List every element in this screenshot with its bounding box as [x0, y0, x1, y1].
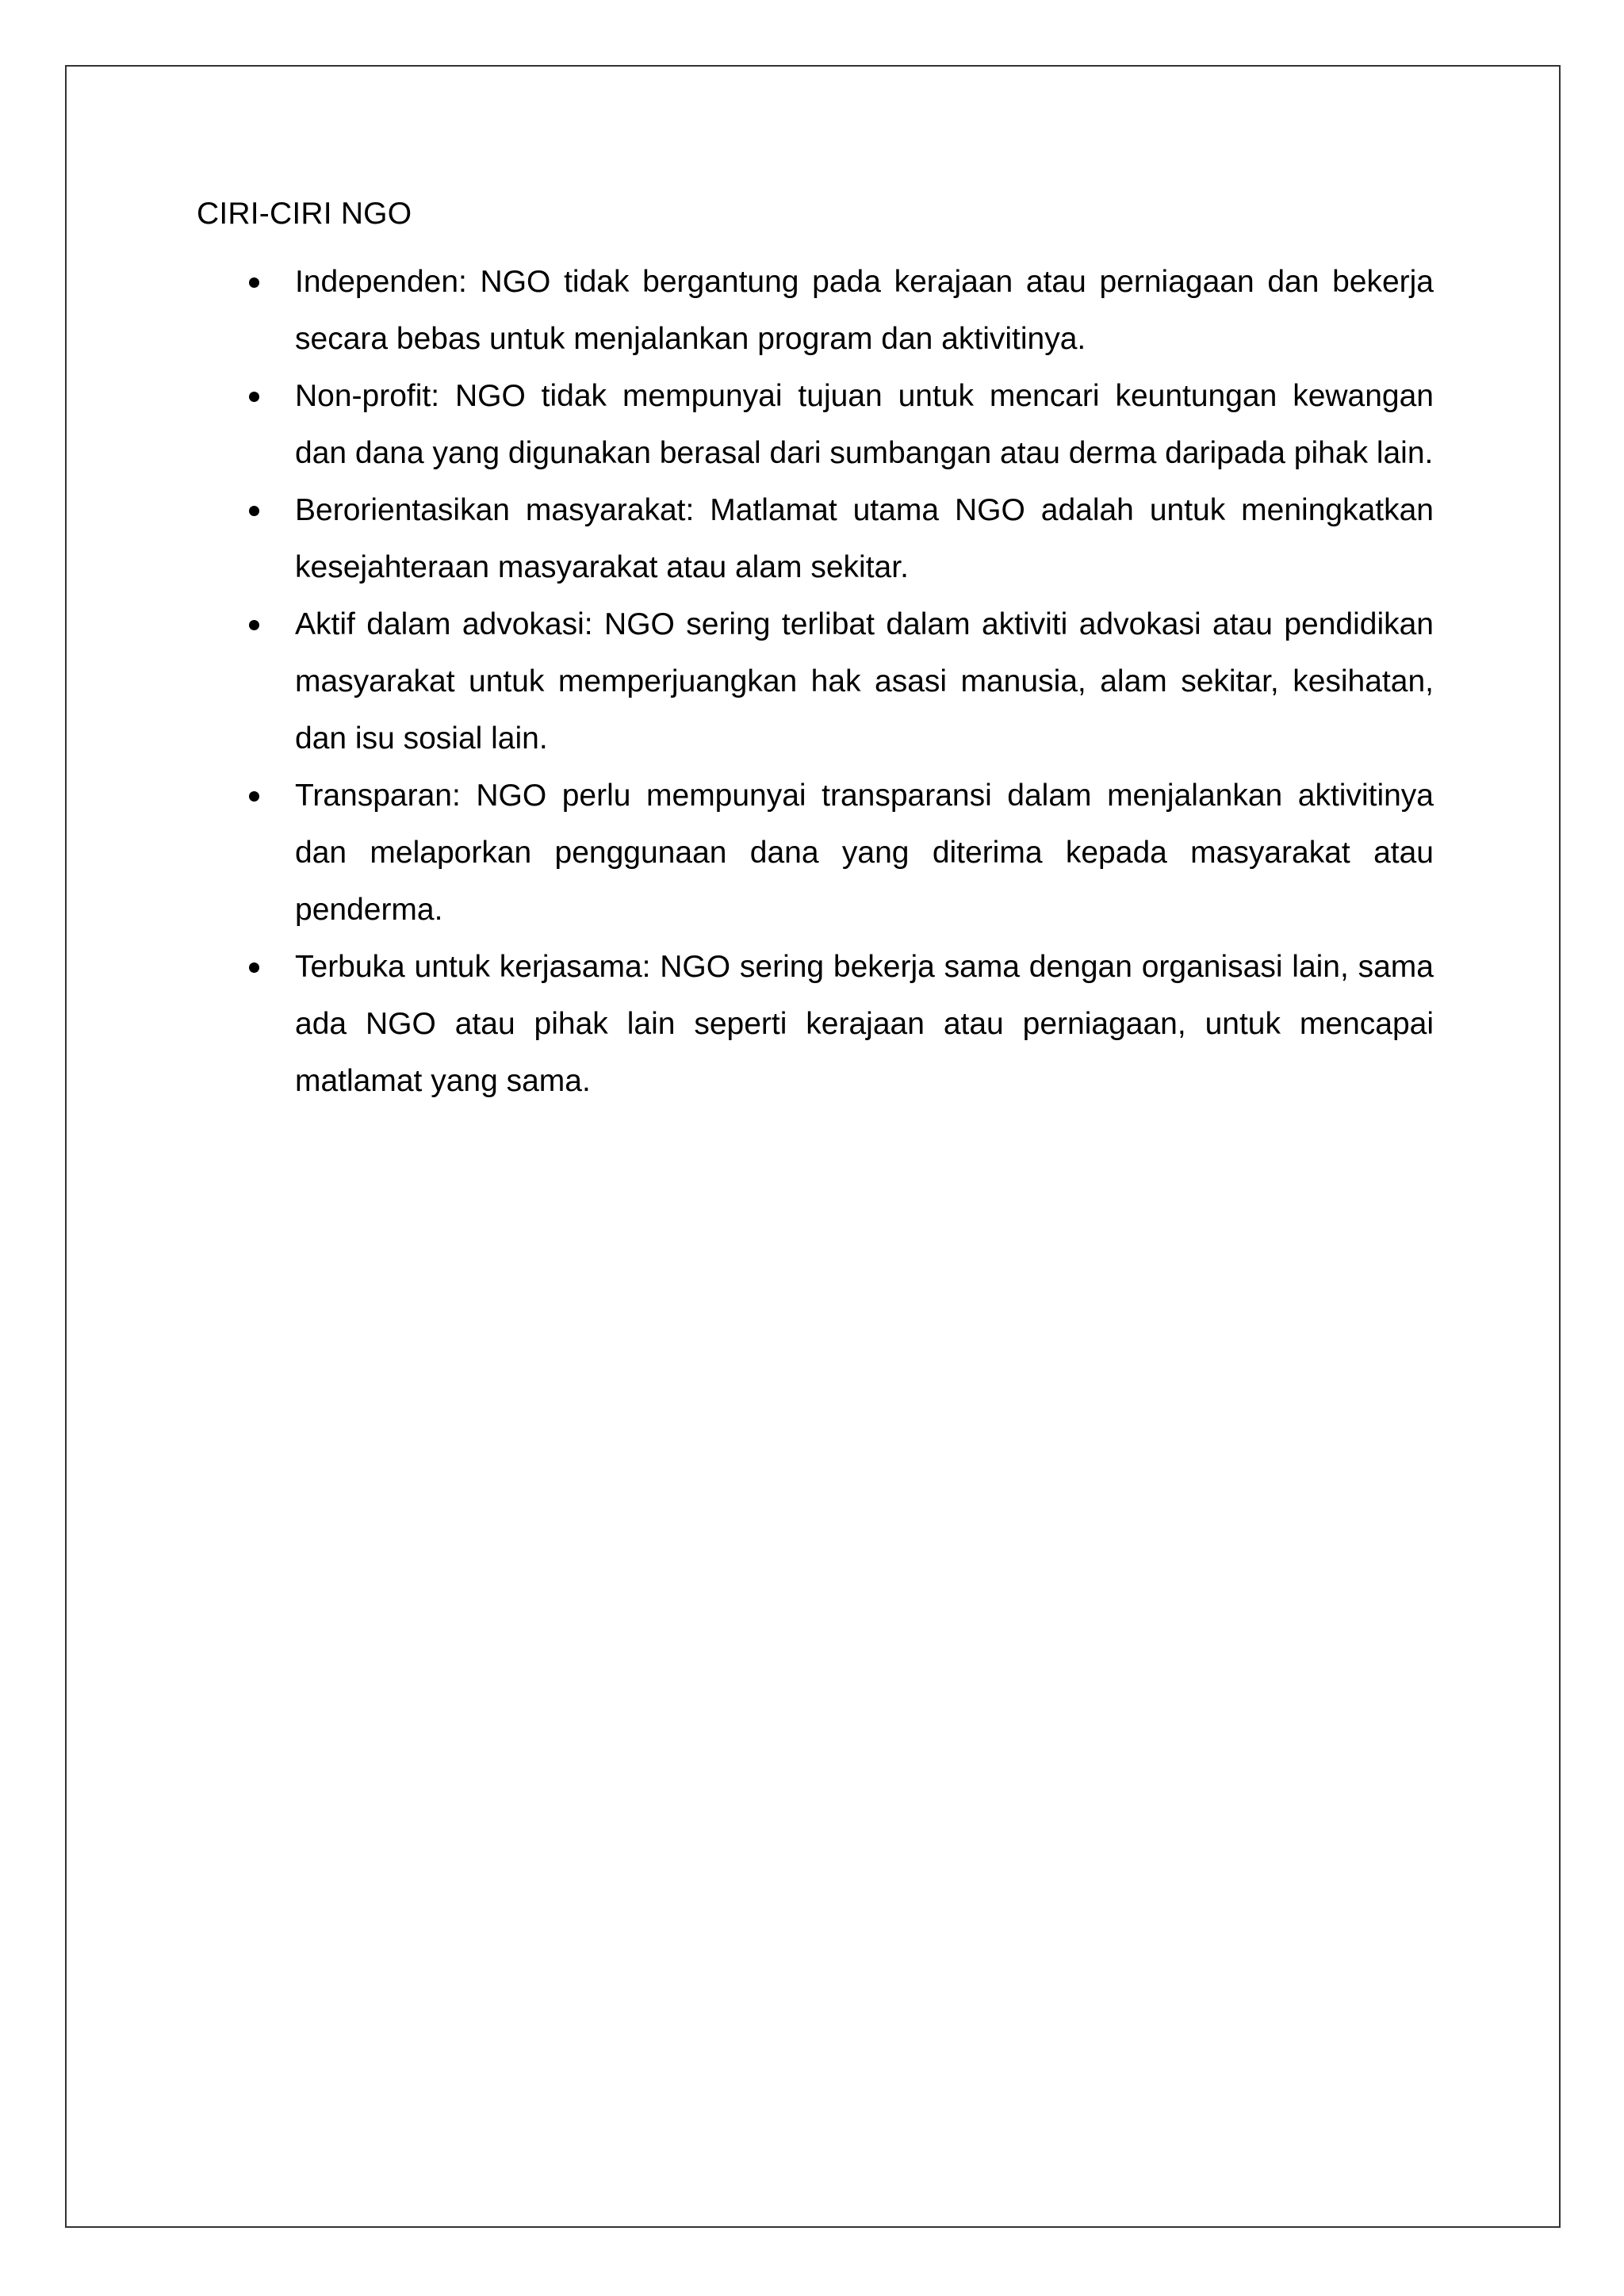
bullet-icon: [249, 962, 259, 973]
bullet-icon: [249, 506, 259, 516]
list-item: [197, 254, 1434, 368]
characteristics-list: [197, 254, 1434, 1110]
list-item-text: Independen: NGO tidak bergantung pada kerajaan atau perniagaan dan bekerja secara bebas untuk menjalankan program dan aktivitinya.: [295, 265, 1434, 356]
list-item-text: Terbuka untuk kerjasama: NGO sering bekerja sama dengan organisasi lain, sama ada NGO atau pihak lain seperti kerajaan atau perniagaan, untuk mencapai matlamat yang sama.: [295, 950, 1434, 1098]
bullet-icon: [249, 277, 259, 288]
document-body: [197, 190, 1434, 1110]
list-item: [197, 939, 1434, 1110]
list-item: [197, 596, 1434, 767]
list-item-text: Transparan: NGO perlu mempunyai transparansi dalam menjalankan aktivitinya dan melaporkan penggunaan dana yang diterima kepada masyarakat atau penderma.: [295, 779, 1434, 927]
list-item-text: Berorientasikan masyarakat: Matlamat utama NGO adalah untuk meningkatkan kesejahteraan masyarakat atau alam sekitar.: [295, 493, 1434, 584]
list-item-text: Non-profit: NGO tidak mempunyai tujuan untuk mencari keuntungan kewangan dan dana yang digunakan berasal dari sumbangan atau derma daripada pihak lain.: [295, 379, 1434, 470]
document-title: CIRI-CIRI NGO: [197, 197, 412, 231]
bullet-icon: [249, 791, 259, 802]
list-item: [197, 767, 1434, 939]
bullet-icon: [249, 620, 259, 630]
list-item: [197, 482, 1434, 596]
bullet-icon: [249, 392, 259, 402]
list-item: [197, 368, 1434, 482]
list-item-text: Aktif dalam advokasi: NGO sering terlibat dalam aktiviti advokasi atau pendidikan masyarakat untuk memperjuangkan hak asasi manusia, alam sekitar, kesihatan, dan isu sosial lain.: [295, 607, 1434, 756]
